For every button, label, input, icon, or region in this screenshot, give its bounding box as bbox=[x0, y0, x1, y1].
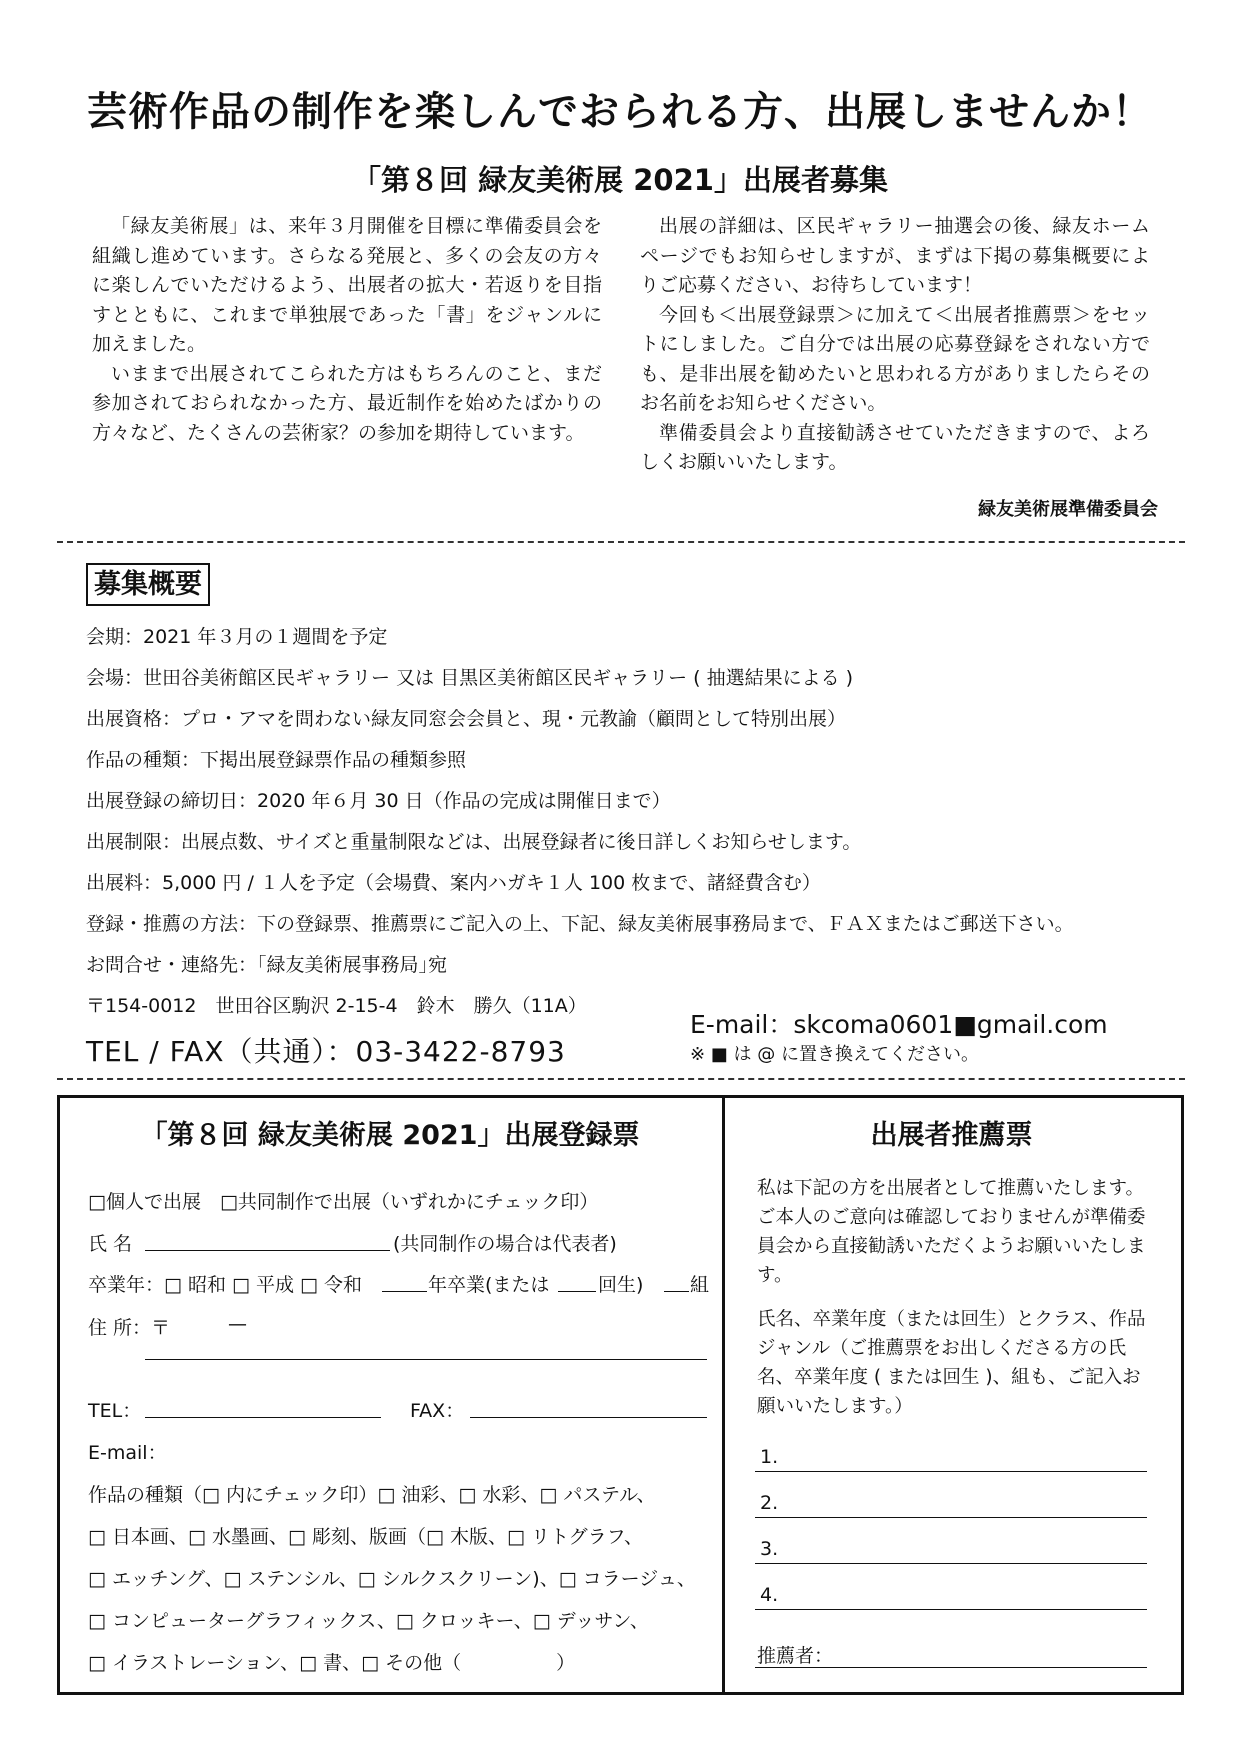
address-field-line[interactable] bbox=[145, 1359, 707, 1360]
intro-paragraph: 今回も＜出展登録票＞に加えて＜出展者推薦票＞をセットにしました。ご自分では出展の応募登録をされない方でも、是非出展を勧めたいと思われる方がありましたらそのお名前をお知らせください。 bbox=[640, 303, 1150, 414]
dashed-divider bbox=[57, 541, 1185, 543]
fax-label: FAX： bbox=[410, 1400, 465, 1422]
summary-item-venue: 会場：世田谷美術館区民ギャラリー 又は 目黒区美術館区民ギャラリー ( 抽選結果による ) bbox=[86, 667, 854, 689]
class-label: 組 bbox=[690, 1274, 710, 1296]
graduation-label[interactable]: 卒業年：□ 昭和 □ 平成 □ 令和 bbox=[88, 1274, 363, 1296]
recommendation-title: 出展者推薦票 bbox=[870, 1120, 1033, 1151]
graduation-year-line[interactable] bbox=[382, 1291, 427, 1292]
entry-type-checkboxes[interactable]: □個人で出展 □共同制作で出展（いずれかにチェック印） bbox=[88, 1191, 599, 1213]
summary-item-method: 登録・推薦の方法：下の登録票、推薦票にご記入の上、下記、緑友美術展事務局まで、ＦＡＸまたはご郵送下さい。 bbox=[86, 913, 1074, 935]
works-line[interactable]: 作品の種類（□ 内にチェック印）□ 油彩、□ 水彩、□ パステル、 bbox=[88, 1484, 656, 1506]
address-label: 住 所：〒 bbox=[88, 1317, 171, 1339]
registration-title: 「第８回 緑友美術展 2021」出展登録票 bbox=[140, 1120, 640, 1151]
works-line[interactable]: □ エッチング、□ ステンシル、□ シルクスクリーン)、□ コラージュ、 bbox=[88, 1568, 696, 1590]
form-divider bbox=[722, 1095, 725, 1695]
summary-item-deadline: 出展登録の締切日：2020 年６月 30 日（作品の完成は開催日まで） bbox=[86, 790, 671, 812]
recommendation-paragraph: 氏名、卒業年度（または回生）とクラス、作品ジャンル（ご推薦票をお出しくださる方の氏名、卒業年度 ( または回生 )、組も、ご記入お願いいたします。） bbox=[757, 1309, 1146, 1417]
intro-paragraph: 「緑友美術展」は、来年３月開催を目標に準備委員会を組織し進めています。さらなる発展と、多くの会友の方々に楽しんでいただけるよう、出展者の拡大・若返りを目指すとともに、これまで単独展であった「書」をジャンルに加えました。 bbox=[92, 215, 602, 355]
recommender-line[interactable] bbox=[755, 1667, 1147, 1668]
summary-item-limits: 出展制限：出展点数、サイズと重量制限などは、出展登録者に後日詳しくお知らせします。 bbox=[86, 831, 862, 853]
subhead: 「第８回 緑友美術展 2021」出展者募集 bbox=[352, 163, 888, 197]
summary-item-address: 〒154-0012 世田谷区駒沢 2-15-4 鈴木 勝久（11A） bbox=[86, 995, 587, 1017]
class-line[interactable] bbox=[664, 1291, 689, 1292]
contact-tel: TEL / FAX（共通）：03-3422-8793 bbox=[86, 1035, 566, 1068]
recommend-line[interactable] bbox=[755, 1471, 1147, 1472]
dashed-divider bbox=[57, 1078, 1185, 1080]
summary-item-works: 作品の種類：下掲出展登録票作品の種類参照 bbox=[86, 749, 467, 771]
summary-title: 募集概要 bbox=[86, 563, 210, 606]
intro-paragraph: いままで出展されてこられた方はもちろんのこと、まだ参加されておられなかった方、最近制作を始めたばかりの方々など、たくさんの芸術家？の参加を期待しています。 bbox=[92, 362, 602, 444]
contact-email: E-mail：skcoma0601■gmail.com bbox=[690, 1010, 1108, 1039]
name-field-line[interactable] bbox=[145, 1250, 390, 1251]
recommend-number: 1. bbox=[760, 1446, 779, 1468]
recommender-label: 推薦者： bbox=[757, 1645, 834, 1667]
recommendation-paragraph: 私は下記の方を出展者として推薦いたします。ご本人のご意向は確認しておりませんが準備委員会から直接勧誘いただくようお願いいたします。 bbox=[757, 1178, 1146, 1286]
works-line[interactable]: □ イラストレーション、□ 書、□ その他（ ） bbox=[88, 1652, 576, 1674]
headline: 芸術作品の制作を楽しんでおられる方、出展しませんか！ bbox=[87, 89, 1153, 135]
graduation-suffix: 年卒業(または bbox=[428, 1274, 550, 1296]
recommend-number: 2. bbox=[760, 1492, 779, 1514]
recommend-line[interactable] bbox=[755, 1609, 1147, 1610]
name-note: (共同制作の場合は代表者) bbox=[393, 1233, 617, 1255]
summary-item-eligibility: 出展資格：プロ・アマを問わない緑友同窓会会員と、現・元教諭（顧問として特別出展） bbox=[86, 708, 847, 730]
works-line[interactable]: □ コンピューターグラフィックス、□ クロッキー、□ デッサン、 bbox=[88, 1610, 649, 1632]
postal-dash: — bbox=[228, 1313, 247, 1335]
recommend-line[interactable] bbox=[755, 1563, 1147, 1564]
committee-signature: 緑友美術展準備委員会 bbox=[978, 499, 1158, 520]
recommend-number: 3. bbox=[760, 1538, 779, 1560]
summary-item-fee: 出展料：5,000 円 / １人を予定（会場費、案内ハガキ１人 100 枚まで、諸経費含む） bbox=[86, 872, 821, 894]
intro-paragraph: 出展の詳細は、区民ギャラリー抽選会の後、緑友ホームページでもお知らせしますが、まずは下掲の募集概要によりご応募ください、お待ちしています！ bbox=[640, 215, 1150, 296]
email-note: ※ ■ は @ に置き換えてください。 bbox=[690, 1044, 979, 1065]
tel-label: TEL： bbox=[88, 1400, 142, 1422]
recommendation-text bbox=[757, 1174, 1155, 1290]
summary-item-contact: お問合せ・連絡先：｢緑友美術展事務局｣宛 bbox=[86, 954, 448, 976]
recommendation-instructions bbox=[757, 1305, 1155, 1421]
email-label: E-mail： bbox=[88, 1442, 167, 1464]
recommend-number: 4. bbox=[760, 1584, 779, 1606]
intro-paragraph: 準備委員会より直接勧誘させていただきますので、よろしくお願いいたします。 bbox=[640, 421, 1150, 473]
graduation-kai-line[interactable] bbox=[558, 1291, 596, 1292]
summary-item-period: 会期：2021 年３月の１週間を予定 bbox=[86, 626, 388, 648]
recommend-line[interactable] bbox=[755, 1517, 1147, 1518]
tel-field-line[interactable] bbox=[145, 1417, 381, 1418]
name-label: 氏 名 bbox=[88, 1233, 133, 1255]
works-line[interactable]: □ 日本画、□ 水墨画、□ 彫刻、版画（□ 木版、□ リトグラフ、 bbox=[88, 1526, 644, 1548]
intro-right-column bbox=[640, 212, 1150, 478]
intro-left-column bbox=[92, 212, 602, 448]
fax-field-line[interactable] bbox=[470, 1417, 707, 1418]
graduation-kai: 回生) bbox=[598, 1274, 644, 1296]
